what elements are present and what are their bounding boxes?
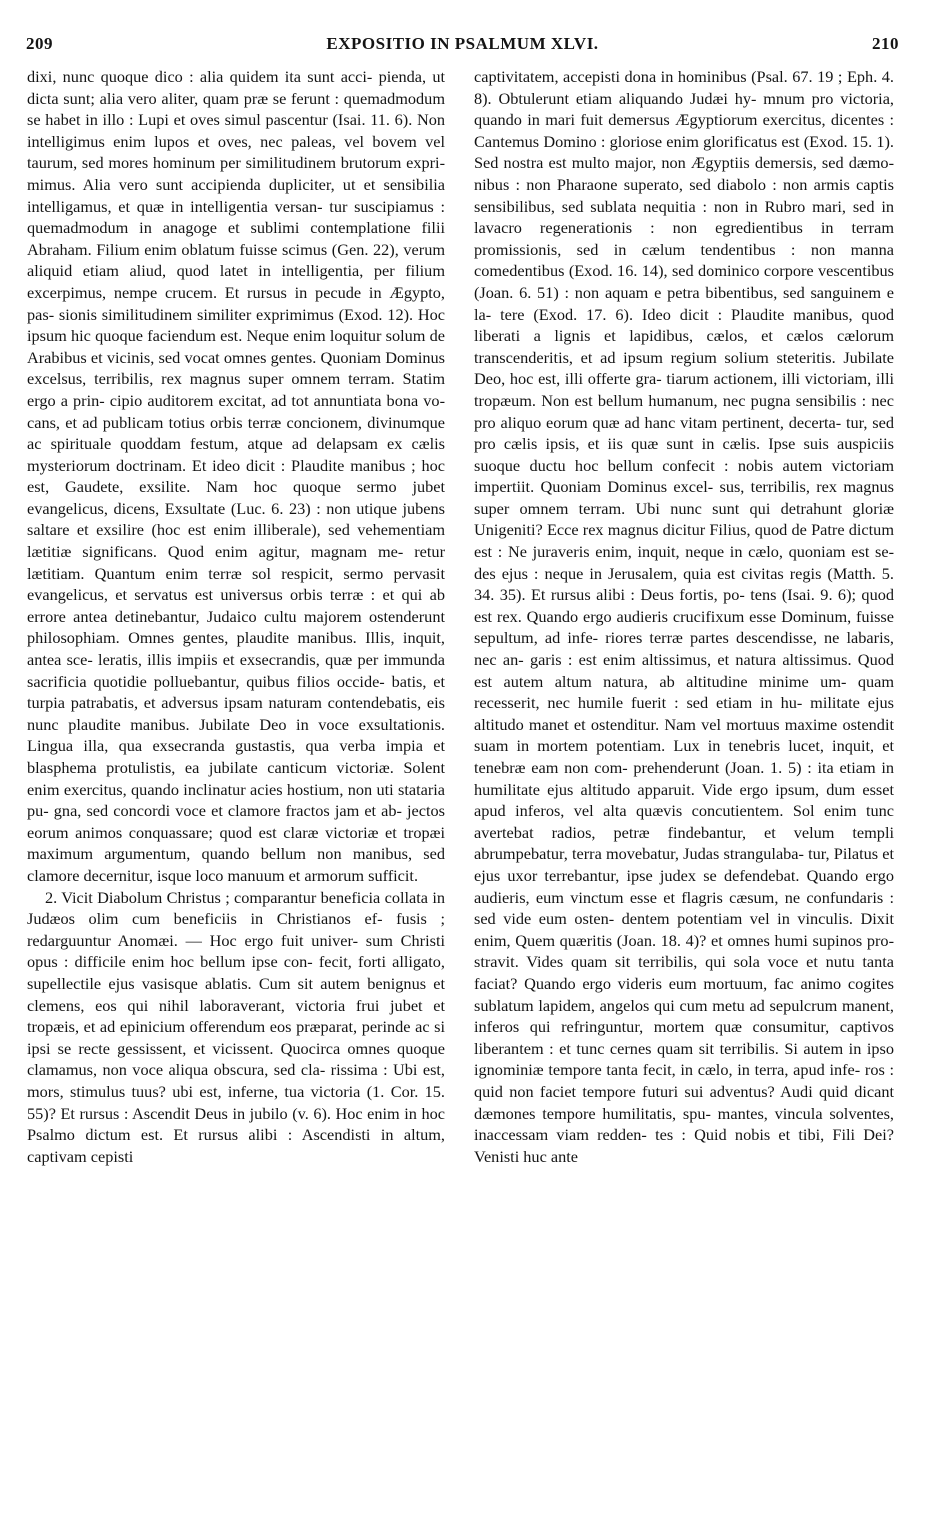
running-title: EXPOSITIO IN PSALMUM XLVI. (326, 34, 599, 53)
running-header (26, 34, 899, 58)
page-number-left: 209 (26, 34, 53, 53)
page-number-right: 210 (872, 34, 899, 53)
right-column (474, 66, 894, 1167)
paragraph-1: dixi, nunc quoque dico : alia quidem ita sunt acci- pienda, ut dicta sunt; alia vero aliter, quam præ se ferunt : quemadmodum se habet in illo : Lupi et oves simul pascentur (Isai. 11. 6). Non intelligimus enim lupos et oves, nec paleas, vel bovem vel taurum, sed mores hominum per similitudinem brutorum expri- mimus. Alia vero sunt accipienda dupliciter, ut et sensibilia intelligamus, et quæ in intelligentia versan- tur suscipiamus : quemadmodum in anagoge et sublimi contemplatione filii Abraham. Filium enim oblatum fuisse scimus (Gen. 22), verum aliquid etiam aliud, quod latet in intelligentia, per filium excerpimus, nempe crucem. Et rursus in pecude in Ægypto, pas- sionis similitudinem similiter exprimimus (Exod. 12). Hoc ipsum hic quoque faciendum est. Neque enim loquitur solum de Arabibus et vicinis, sed vocat omnes gentes. Quoniam Dominus excelsus, terribilis, rex magnus super omnem terram. Statim ergo a prin- cipio auditorem excitat, ad tot annuntiata bona vo- cans, et ad publicam totius orbis terræ concionem, divinumque ac spirituale quoddam festum, atque ad delapsam ex cælis mysteriorum doctrinam. Et ideo dicit : Plaudite manibus ; hoc est, Gaudete, exsilite. Nam hoc quoque sermo jubet evangelicus, dicens, Exsultate (Luc. 6. 23) : non utique jubens saltare et exsilire (hoc est enim illiberale), sed vehementiam lætitiæ significans. Quod enim agitur, magnam me- retur lætitiam. Quantum enim terræ sol respicit, sermo pervasit evangelicus, et servatus est universus orbis terræ : et qui ab errore antea detinebantur, Judaico cultu majorem ostenderunt philosophiam. Omnes gentes, plaudite manibus. Illis, inquit, antea sce- leratis, illis impiis et exsecrandis, quæ per immunda sacrificia quotidie polluebantur, quibus filios occide- batis, et turpia patrabatis, et adversus ipsam naturam contendebatis, eis nunc plaudite manibus. Jubilate Deo in voce exsultationis. Lingua illa, qua exsecranda gustastis, qua verba impia et blasphema protulistis, ea jubilate canticum victoriæ. Solent enim exercitus, quando inclinatur acies hostium, non uti stataria pu- gna, sed concordi voce et clamore fractos jam et ab- jectos eorum animos conquassare; quod est claræ victoriæ et tropæi maximum argumentum, quando bellum non manibus, sed clamore decernitur, isque loco manuum et armorum sufficit. (27, 67, 445, 885)
left-column (27, 66, 445, 1167)
paragraph-3: captivitatem, accepisti dona in hominibus (Psal. 67. 19 ; Eph. 4. 8). Obtulerunt etiam aliquando Judæi hy- mnum pro victoria, quando in mari fuit demersus Ægyptiorum exercitus, dicentes : Cantemus Domino : gloriose enim glorificatus est (Exod. 15. 1). Sed nostra est multo major, non Ægyptiis demersis, sed dæmo- nibus : non Pharaone superato, sed diabolo : non armis captis sensibilibus, sed sublata nequitia : non in Rubro mari, sed in lavacro regenerationis : non egredientibus in terram promissionis, sed in cælum tendentibus : non manna comedentibus (Exod. 16. 14), sed dominico corpore vescentibus (Joan. 6. 51) : non aquam e petra bibentibus, sed sanguinem e la- tere (Exod. 17. 6). Ideo dicit : Plaudite manibus, quod liberati a lignis et lapidibus, cælos, et cælos cælorum transcenderitis, et ad ipsum regium solium steteritis. Jubilate Deo, hoc est, illi offerte gra- tiarum actionem, illi victoriam, illi tropæum. Non est bellum humanum, nec pugna sensibilis : nec pro aliquo eorum quæ ad hanc vitam pertinent, decerta- tur, sed pro cælis ipsis, et iis quæ sunt in cælis. Ipse suis auspiciis suoque ductu hoc bellum confecit : nobis autem victoriam impertiit. Quoniam Dominus excel- sus, terribilis, rex magnus super omnem terram. Ubi nunc sunt qui detrahunt gloriæ Unigeniti? Ecce rex magnus dicitur Filius, quod de Patre dictum est : Ne juraveris enim, inquit, neque in cælo, quoniam est se- des ejus : neque in Jerusalem, quia est civitas regis (Matth. 5. 34. 35). Et rursus alibi : Deus fortis, po- tens (Isai. 9. 6); quod est rex. Quando ergo audieris crucifixum esse Dominum, fuisse sepultum, ad infe- riores terræ partes descendisse, ne labaris, nec an- garis : est enim altissimus, et natura altissimus. Quod est autem altum natura, ab altitudine minime um- quam recesserit, nec humile fuerit : sed etiam in hu- militate ejus altitudo manet et ostenditur. Nam vel mortuus maxime ostendit suam in mortem potentiam. Lux in tenebris lucet, inquit, et tenebræ eam non com- prehenderunt (Joan. 1. 5) : ita etiam in humilitate ejus altitudo apparuit. Vide ergo ipsum, dum esset apud inferos, vel alta quævis concutientem. Sol enim tunc avertebat radios, petræ findebantur, et velum templi abrumpebatur, terra movebatur, Judas strangulaba- tur, Pilatus et ejus uxor terrebantur, ipse judex se defendebat. Quando ergo audieris, eum vinctum esse et flagris cæsum, ne confundaris : sed vide eum osten- dentem potentiam vel in vinculis. Dixit enim, Quem quæritis (Joan. 18. 4)? et omnes humi supinos pro- stravit. Vides quam sit terribilis, qui sola voce et nutu tanta faciat? Quando ergo videris eum mortuum, fac animo cogites sublatum lapidem, angelos qui cum metu ad sepulcrum manent, inferos qui refringuntur, mortem quæ consumitur, captivos liberantem : et tunc cernes quam sit terribilis. Si autem in ipso ignominiæ tempore tanta fecit, in cælo, in terra, apud infe- ros : quid non faciet tempore futuri sui adventus? Audi quid dicant dæmones tempore humilitatis, spu- mantes, vincula solventes, inaccessam viam redden- tes : Quid nobis et tibi, Fili Dei? Venisti huc ante (474, 67, 894, 1166)
paragraph-2: 2. Vicit Diabolum Christus ; comparantur beneficia collata in Judæos olim cum beneficiis in Christianos ef- fusis ; redarguuntur Anomæi. — Hoc ergo fuit univer- sum Christi opus : difficile enim hoc bellum ipse con- fecit, forti alligato, supellectile ejus vasisque ablatis. Cum sit autem benignus et clemens, eos qui nihil laboraverant, victoria frui jubet et tropæis, et ad epinicium offerendum eos præparat, perinde ac si ipsi se recte gessissent, et vicissent. Quocirca omnes quoque clamamus, non voce aliqua obscura, sed cla- rissima : Ubi est, mors, stimulus tuus? ubi est, inferne, tua victoria (1. Cor. 15. 55)? Et rursus : Ascendit Deus in jubilo (v. 6). Hoc enim in hoc Psalmo dictum est. Et rursus alibi : Ascendisti in altum, captivam cepisti (27, 887, 445, 1166)
